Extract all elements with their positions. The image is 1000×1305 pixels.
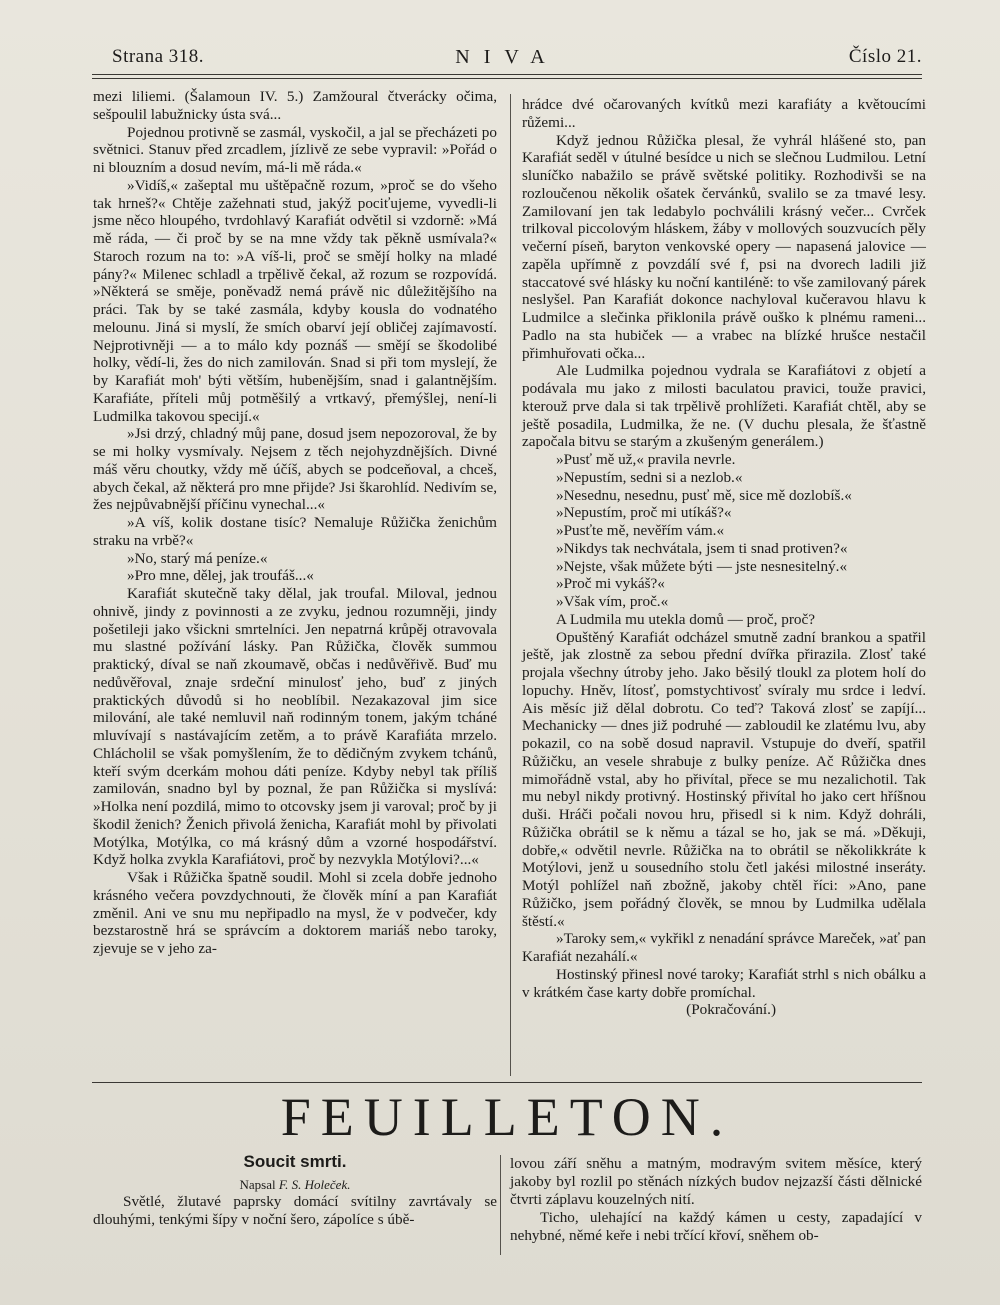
byline-prefix: Napsal [239,1177,276,1192]
dialogue-line: »Nikdys tak nechvátala, jsem ti snad protiven?« [556,539,848,557]
left-column [93,88,497,958]
feuilleton-heading: FEUILLETON. [280,1087,734,1147]
paragraph: hrádce dvé očarovaných kvítků mezi karafiáty a květoucími růžemi... [522,96,926,131]
paragraph: »A víš, kolik dostane tisíc? Nemaluje Růžička ženichům straku na vrbě?« [93,514,497,549]
dialogue-line: »Proč mi vykáš?« [556,575,665,593]
paragraph: mezi liliemi. (Šalamoun IV. 5.) Zamžoural čtverácky očima, sešpoulil labužnicky ústa svá... [93,88,497,123]
header-rule [92,74,922,75]
continued-note: (Pokračování.) [686,1001,776,1019]
dialogue-line: »Nesednu, nesednu, pusť mě, sice mě dozlobíš.« [556,486,852,504]
magazine-title: NIVA [455,46,559,68]
dialogue-line: »Pusťte mě, nevěřím vám.« [556,522,725,539]
paragraph: A Ludmila mu utekla domů — proč, proč? [556,610,815,628]
paragraph: Světlé, žlutavé paprsky domácí svítilny zavrtávaly se dlouhými, tenkými šípy v noční šero, zápolíce s úbě- [93,1193,497,1228]
feuilleton-left-column [93,1193,497,1229]
dialogue-line: »Nepustím, sedni si a nezlob.« [556,468,743,486]
paragraph: »Taroky sem,« vykřikl z nenadání správce Mareček, »ať pan Karafiát nezahálí.« [522,930,926,965]
paragraph: Hostinský přinesl nové taroky; Karafiát strhl s nich obálku a v krátkém čase karty dobře promíchal. [522,965,926,1001]
paragraph: Opuštěný Karafiát odcházel smutně zadní brankou a spatřil ještě, jak zlostně za sebou přední dvířka přirazila. Zlosť také projala všechny útroby jeho. Jako běsilý tloukl za plotem holí do lopuchy. Hněv, lítosť, pomstychtivosť svíraly mu srdce i ledví. Ais měsíc již dělal dobrotu. Co teď? Taková zlosť se zapíjí... Mechanicky — dnes již podruhé — zabloudil ke zlatému lvu, aby pokazil, co na sobě dosud napravil. Vstupuje do dveří, spatřil Růžičku, an vesele shrabuje z bulky peníze. Ač Růžička dnes mimořádně vstal, aby ho přivítal, přece se mu nezalichotil. Tak mu nebyl nikdy protivný. Hostinský přivítal ho jako cert hříšnou duši. Hráči počali novou hru, přisedl si k nim. Když dohráli, Růžička obrátil se k němu a tázal se ho, jak se má. »Děkuji, dobře,« odvětil nevrle. Růžička na to obrátil se několikkráte k Motýlovi, jenž u sousedního stolu četl jakési milostné inseráty. Motýl pohlížel naň zbožně, jakoby chtěl říci: »Ano, pane Růžičko, jsem pořádný člověk, se mnou by Ludmilka udělala štěstí.« [522,628,926,930]
byline [93,1177,497,1193]
paragraph: »Vidíš,« zašeptal mu uštěpačně rozum, »proč se do všeho tak hrneš?« Chtěje zažehnati stud, jakýž pociťujeme, vyvedli-li jsme něco hloupého, tvrdohlavý Karafiát odvětil si vzdorně: »Má mě ráda, — či proč by se na mne vždy tak pěkně usmívala?« Staroch rozum na to: »A víš-li, proč se smějí holky na mladé pány?« Milenec schladl a trpělivě čekal, až rozum se rozpovídá. »Některá se směje, poněvadž nemá právě nic důležitějšího na práci. Tak by se také zasmála, kdyby kousla do vodnatého melounu. Jiná si myslí, že smích obarví její obličej zajímavostí. Nejprotivněji — a to málo kdy poznáš — smějí se škodolibé holky, vědí-li, žes do nich zamilován. Snad si při tom myslejí, že by Karafiát moh' býti větším, hubenějším, snad i galantnějším. Karafiáte, příteli můj potměšilý a vrtkavý, přemýšlej, není-li Ludmilka takovou specijí.« [93,176,497,425]
dialogue-line: »Pusť mě už,« pravila nevrle. [556,451,736,468]
paragraph: Ticho, ulehající na každý kámen u cesty, zapadající v nehybné, němé keře i nebi trčící křoví, sněhem ob- [510,1209,922,1244]
running-header [92,38,922,68]
byline-author: F. S. Holeček. [278,1177,351,1192]
paragraph: Karafiát skutečně taky dělal, jak troufal. Miloval, jednou ohnivě, jindy z povinnosti a ze zvyku, jednou rozumněji, jindy pošetileji jako všickni smrtelníci. Jen nepatrná krůpěj otravovala mu slastné požívání lásky. Pan Růžička, člověk summou praktický, díval se naň zkoumavě, občas i nedůvěřivě. Buď mu nedůvěřoval, znaje srdeční minulosť jeho, buď z jiných praktických důvodů si ho neoblíbil. Nezakazoval jim sice milování, ale také nemluvil naň rodinným tonem, jakým tcháné mluvívají s nastávajícím zetěm, a to právě Karafiáta mrzelo. Chlácholil se však pomyšlením, že to dědičným zvykem tchánů, kteří svým dcerkám mohou dáti peníze. Kdyby nebyl tak příliš zamilován, snadno byl by poznal, že pan Růžička si myslívá: »Holka není pozdilá, mimo to otcovsky jsem ji varoval; proč by ji škodil ženich? Ženich přivolá ženicha, Karafiát mohl by přivolati Motýlka, Motýlka, co má krásný dům a vzorné hospodářství. Když holka zvykla Karafiátovi, proč by nezvykla Motýlovi?...« [93,585,497,869]
dialogue-line: »Však vím, proč.« [556,593,669,610]
paragraph: »Pro mne, dělej, jak troufáš...« [127,567,314,585]
paragraph: »Jsi drzý, chladný můj pane, dosud jsem nepozoroval, že by se mi holky vysmívaly. Nejsem z těch nejohyzdnějších. Divné máš věru choutky, vždy mě účíš, abych se podceňoval, a chceš, abych čekal, až některá pro mne přijde? Jsi škarohlíd. Nedivím se, žes nejpůvabnější příčinu vynechal...« [93,425,497,514]
paragraph: Pojednou protivně se zasmál, vyskočil, a jal se přecházeti po světnici. Stanuv před zrcadlem, jízlivě ze sebe vypravil: »Pořád o ni blouzním a dosud nevím, má-li mě ráda.« [93,123,497,176]
feuilleton-right-column [510,1155,922,1245]
dialogue-line: »Nepustím, proč mi utíkáš?« [556,504,732,522]
dialogue-line: »Nejste, však můžete býti — jste nesnesitelný.« [556,557,848,575]
right-column [522,96,926,1019]
page-number: Strana 318. [112,46,205,67]
paragraph: Ale Ludmilka pojednou vydrala se Karafiátovi z objetí a podávala mu jako z milosti baculatou pravici, touže pravici, kterouž prve dala si tak trpělivě prohlížeti. Karafiát chtěl, aby se ještě posadila, Ludmilka, že ne. (V duchu plesala, že šťastně započala bitvu se starým a zkušeným generálem.) [522,362,926,451]
paragraph: Když jednou Růžička plesal, že vyhrál hlášené sto, pan Karafiát seděl v útulné besídce u nich se slečnou Ludmilou. Letní sluníčko nabažilo se právě světské politiky. Rozhodivši se na rozloučenou několik ošatek červánků, svalilo se za tmavé lesy. Zamilovaní jen tak ledabylo pochválili krásný večer... Cvrček trilkoval piccolovým hláskem, žáby v mollových souzvucích pěly večerní píseň, baryton venkovské opery — napasená jalovice — zapěla upřímně z povzdálí své f, psi na dvorech ladili již staccatové své hlásky ku noční kantiléně: to vše zamilovaný párek neslyšel. Pan Karafiát dokonce nachyloval kučeravou hlavu k Ludmilce a slečinka přiklonila právě ouško k plnému rameni... Padlo na sta hubiček — a vrabec na blízké hrušce nestačil přimhuřovati očka... [522,131,926,362]
paragraph: »No, starý má peníze.« [127,549,268,567]
story-title: Soucit smrti. [243,1152,347,1171]
column-divider [500,1155,501,1255]
paragraph: Však i Růžička špatně soudil. Mohl si zcela dobře jednoho krásného večera povzdychnouti, že člověk míní a pan Karafiát změnil. Ani ve snu mu nepřipadlo na mysl, že v podvečer, kdy bezstarostně hrá se správcím a doktorem mariáš nebo taroky, zjevuje se v jeho za- [93,869,497,957]
section-rule [92,1082,922,1083]
header-rule-thin [92,78,922,79]
issue-number: Číslo 21. [848,46,922,67]
paragraph: lovou září sněhu a matným, modravým svitem měsíce, který jakoby byl rozlil po stěnách nízkých budov nejzazší části dělnické čtvrti záplavu kouzelných nití. [510,1155,922,1208]
column-divider [510,94,511,1076]
